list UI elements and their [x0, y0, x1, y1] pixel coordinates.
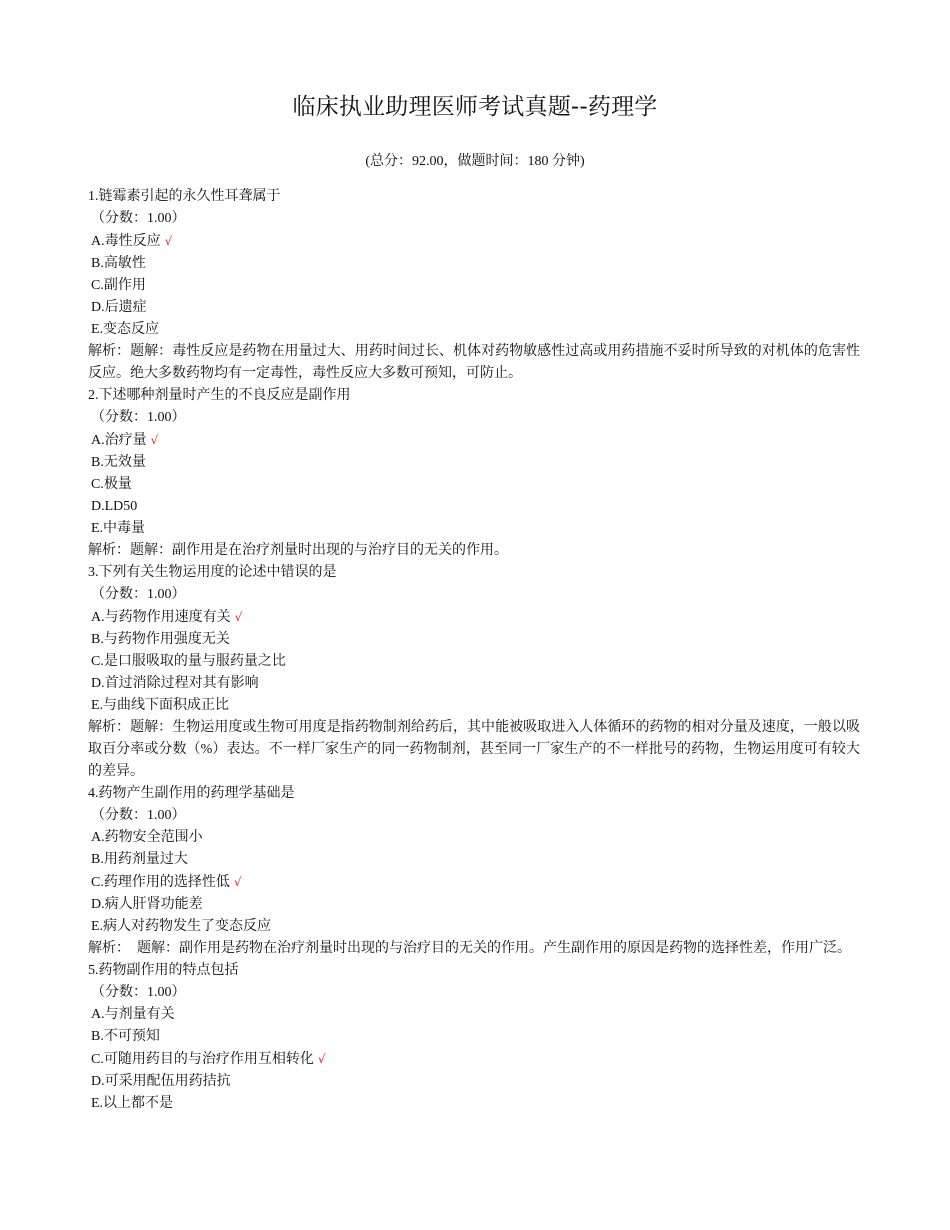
option-label: E.变态反应: [91, 322, 160, 337]
answer-option: [88, 230, 860, 253]
option-label: C.副作用: [91, 278, 146, 293]
answer-option: [88, 916, 860, 938]
correct-checkmark-icon: √: [233, 875, 242, 889]
question-analysis: 解析：题解：生物运用度或生物可用度是指药物制剂给药后，其中能被吸取进入人体循环的药物的相对分量及速度，一般以吸取百分率或分数（%）表达。不一样厂家生产的同一药物制剂，甚至同一厂家生产的不一样批号的药物，生物运用度可有较大的差异。: [88, 720, 860, 779]
option-label: B.用药剂量过大: [91, 852, 188, 867]
answer-option: [88, 1093, 860, 1115]
answer-option: [88, 827, 860, 849]
answer-option: [88, 871, 860, 894]
option-label: C.药理作用的选择性低: [91, 875, 230, 890]
option-label: A.毒性反应: [91, 234, 161, 249]
correct-checkmark-icon: √: [150, 433, 159, 447]
option-label: E.以上都不是: [91, 1096, 174, 1111]
option-label: C.可随用药目的与治疗作用互相转化: [91, 1052, 314, 1067]
question-score: （分数：1.00）: [91, 211, 186, 226]
option-label: A.与药物作用速度有关: [91, 610, 231, 625]
question-block: [88, 186, 860, 385]
option-label: E.病人对药物发生了变态反应: [91, 919, 272, 934]
answer-option: [88, 518, 860, 540]
correct-checkmark-icon: √: [164, 234, 173, 248]
option-label: A.治疗量: [91, 433, 147, 448]
question-analysis: 解析： 题解：副作用是药物在治疗剂量时出现的与治疗目的无关的作用。产生副作用的原因是药物的选择性差，作用广泛。: [88, 941, 851, 956]
option-label: B.与药物作用强度无关: [91, 632, 230, 647]
question-title: 2.下述哪种剂量时产生的不良反应是副作用: [88, 388, 351, 403]
answer-option: [88, 319, 860, 341]
answer-option: [88, 629, 860, 651]
option-label: D.首过消除过程对其有影响: [91, 676, 259, 691]
answer-option: [88, 651, 860, 673]
question-title: 4.药物产生副作用的药理学基础是: [88, 786, 295, 801]
answer-option: [88, 1004, 860, 1026]
question-block: [88, 385, 860, 562]
answer-option: [88, 452, 860, 474]
answer-option: [88, 849, 860, 871]
option-label: C.极量: [91, 477, 132, 492]
document-subtitle: (总分：92.00，做题时间：180 分钟): [365, 154, 585, 169]
answer-option: [88, 894, 860, 916]
question-score: （分数：1.00）: [91, 808, 186, 823]
option-label: E.中毒量: [91, 521, 146, 536]
answer-option: [88, 253, 860, 275]
option-label: E.与曲线下面积成正比: [91, 698, 230, 713]
answer-option: [88, 496, 860, 518]
correct-checkmark-icon: √: [234, 610, 243, 624]
question-block: [88, 960, 860, 1115]
option-label: B.无效量: [91, 455, 146, 470]
option-label: B.高敏性: [91, 256, 146, 271]
option-label: D.可采用配伍用药拮抗: [91, 1074, 231, 1089]
question-list: [88, 186, 860, 1115]
question-title: 3.下列有关生物运用度的论述中错误的是: [88, 565, 337, 580]
answer-option: [88, 1026, 860, 1048]
option-label: A.与剂量有关: [91, 1007, 175, 1022]
answer-option: [88, 695, 860, 717]
answer-option: [88, 1071, 860, 1093]
answer-option: [88, 606, 860, 629]
option-label: D.LD50: [91, 499, 138, 514]
answer-option: [88, 297, 860, 319]
question-score: （分数：1.00）: [91, 410, 186, 425]
option-label: A.药物安全范围小: [91, 830, 203, 845]
correct-checkmark-icon: √: [317, 1052, 326, 1066]
question-block: [88, 783, 860, 960]
question-title: 1.链霉素引起的永久性耳聋属于: [88, 189, 281, 204]
question-analysis: 解析：题解：副作用是在治疗剂量时出现的与治疗目的无关的作用。: [88, 543, 508, 558]
question-score: （分数：1.00）: [91, 587, 186, 602]
option-label: D.后遗症: [91, 300, 147, 315]
option-label: D.病人肝肾功能差: [91, 897, 203, 912]
answer-option: [88, 673, 860, 695]
answer-option: [88, 474, 860, 496]
document-title: 临床执业助理医师考试真题--药理学: [292, 94, 658, 120]
question-analysis: 解析：题解：毒性反应是药物在用量过大、用药时间过长、机体对药物敏感性过高或用药措施不妥时所导致的对机体的危害性反应。绝大多数药物均有一定毒性，毒性反应大多数可预知，可防止。: [88, 344, 860, 381]
question-title: 5.药物副作用的特点包括: [88, 963, 239, 978]
question-score: （分数：1.00）: [91, 985, 186, 1000]
option-label: B.不可预知: [91, 1029, 160, 1044]
answer-option: [88, 1048, 860, 1071]
answer-option: [88, 275, 860, 297]
option-label: C.是口服吸取的量与服药量之比: [91, 654, 286, 669]
question-block: [88, 562, 860, 783]
answer-option: [88, 429, 860, 452]
